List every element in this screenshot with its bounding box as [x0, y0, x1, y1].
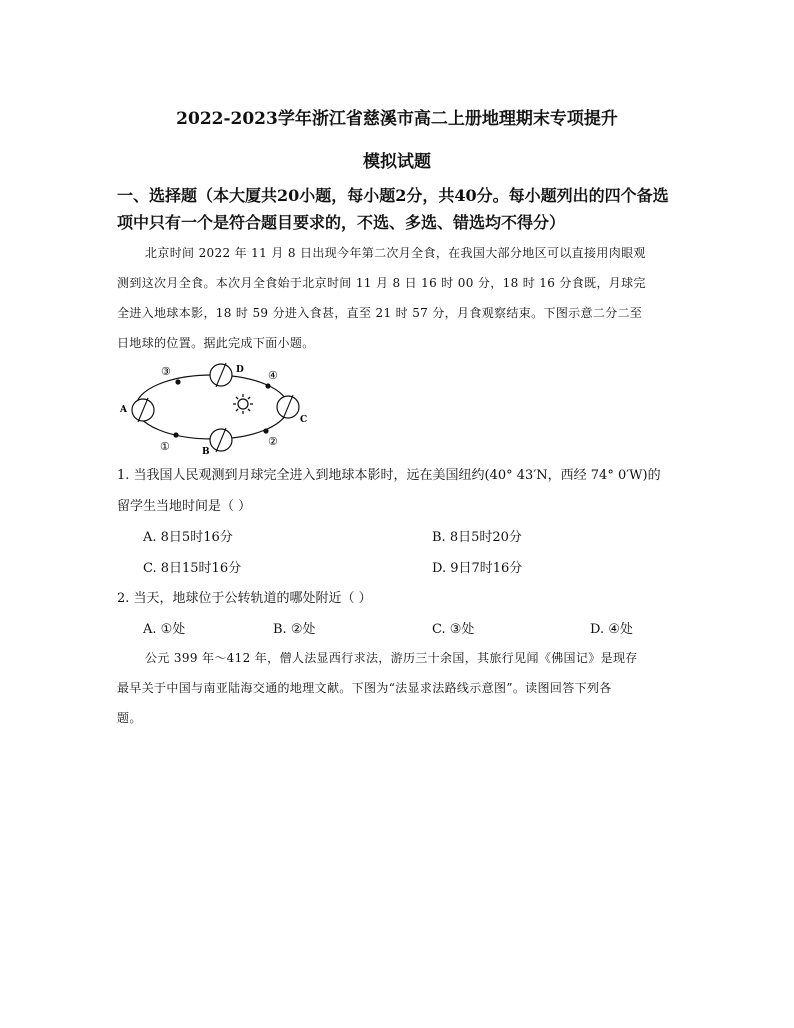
passage-1-line: 全进入地球本影，18 时 59 分进入食甚，直至 21 时 57 分，月食观察结束。下图示意二分二至	[117, 306, 643, 320]
earth-position-d	[210, 363, 232, 387]
section-heading-line2: 项中只有一个是符合题目要求的，不选、多选、错选均不得分）	[117, 213, 566, 232]
label-position-4: ④	[268, 369, 278, 382]
passage-2-line: 公元 399 年～412 年，僧人法显西行求法，游历三十余国，其旅行见闻《佛国记》是现存	[145, 651, 638, 665]
label-c: C	[300, 415, 308, 425]
question-2-option-c[interactable]: C. ③处	[432, 622, 475, 637]
question-1-stem-line1: 1. 当我国人民观测到月球完全进入到地球本影时，远在美国纽约(40° 43′N，西经 74° 0′W)的	[117, 468, 661, 483]
passage-1-line: 北京时间 2022 年 11 月 8 日出现今年第二次月全食，在我国大部分地区可以直接用肉眼观	[145, 246, 646, 260]
orbit-marker-4	[265, 383, 270, 388]
question-1-option-d[interactable]: D. 9日7时16分	[432, 561, 523, 576]
doc-title-line2: 模拟试题	[363, 152, 431, 172]
passage-1-line: 日地球的位置。据此完成下面小题。	[117, 336, 315, 350]
earth-position-a	[132, 398, 154, 422]
earth-position-c	[277, 395, 299, 419]
question-2-option-b[interactable]: B. ②处	[273, 622, 316, 637]
question-1-option-c[interactable]: C. 8日15时16分	[143, 561, 242, 576]
orbit-marker-2	[263, 428, 268, 433]
question-2-option-a[interactable]: A. ①处	[143, 622, 186, 637]
question-2-stem: 2. 当天，地球位于公转轨道的哪处附近（ ）	[117, 591, 372, 606]
question-1-option-a[interactable]: A. 8日5时16分	[143, 530, 233, 545]
question-1-option-b[interactable]: B. 8日5时20分	[432, 530, 522, 545]
question-1-stem-line2: 留学生当地时间是（ ）	[117, 499, 252, 514]
label-d: D	[236, 365, 244, 375]
doc-title-line1: 2022-2023学年浙江省慈溪市高二上册地理期末专项提升	[176, 109, 618, 129]
passage-2-line: 最早关于中国与南亚陆海交通的地理文献。下图为“法显求法路线示意图”。读图回答下列各	[117, 681, 612, 695]
label-position-3: ③	[161, 365, 171, 378]
passage-1-line: 测到这次月全食。本次月全食始于北京时间 11 月 8 日 16 时 00 分，18 时 16 分食既，月球完	[117, 276, 646, 290]
label-a: A	[120, 405, 127, 415]
orbit-marker-1	[173, 432, 178, 437]
label-position-1: ①	[160, 440, 170, 453]
section-heading-line1: 一、选择题（本大厦共20小题，每小题2分，共40分。每小题列出的四个备选	[117, 186, 669, 205]
orbit-marker-3	[175, 379, 180, 384]
label-b: B	[202, 447, 210, 457]
label-position-2: ②	[268, 435, 278, 448]
passage-2-line: 题。	[117, 711, 142, 725]
question-2-option-d[interactable]: D. ④处	[590, 622, 633, 637]
sun-icon	[233, 394, 253, 414]
earth-orbit-diagram	[110, 358, 310, 460]
earth-position-b	[210, 428, 232, 452]
